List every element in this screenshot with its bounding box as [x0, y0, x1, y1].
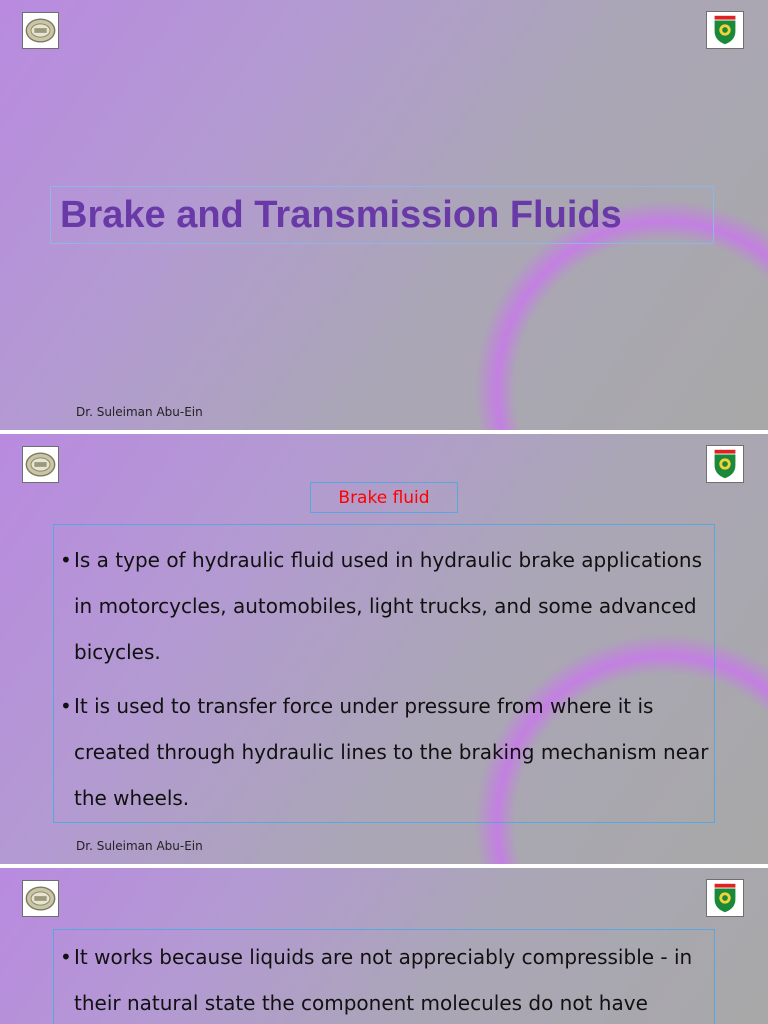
- slide-1: [0, 0, 768, 430]
- shield-emblem-icon: [706, 879, 744, 917]
- shield-emblem-icon: [706, 11, 744, 49]
- shield-emblem-icon: [706, 445, 744, 483]
- list-item: [60, 934, 710, 1024]
- bullet-text: • Is a type of hydraulic fluid used in hydraulic brake applications in motorcycles, automobiles, light trucks, and some advanced bicycles.: [74, 548, 702, 664]
- slide-3: [0, 868, 768, 1024]
- list-item: [60, 683, 710, 821]
- university-seal-icon: [22, 12, 59, 49]
- bullet-list: [60, 537, 710, 829]
- university-seal-icon: [22, 446, 59, 483]
- section-heading-frame: [310, 482, 458, 513]
- slide-title: Brake and Transmission Fluids: [60, 194, 622, 236]
- author-footer: Dr. Suleiman Abu-Ein: [76, 405, 203, 419]
- author-footer: Dr. Suleiman Abu-Ein: [76, 839, 203, 853]
- university-seal-icon: [22, 880, 59, 917]
- slide-2: [0, 434, 768, 864]
- bullet-text: • It is used to transfer force under pressure from where it is created through hydraulic lines to the braking mechanism near the wheels.: [74, 694, 709, 810]
- section-heading: Brake fluid: [338, 487, 430, 508]
- list-item: [60, 537, 710, 675]
- content-frame: [53, 524, 715, 823]
- bullet-text: • It works because liquids are not appreciably compressible - in their natural state the component molecules do not have: [74, 945, 693, 1015]
- bullet-list: [60, 934, 710, 1024]
- content-frame: [53, 929, 715, 1024]
